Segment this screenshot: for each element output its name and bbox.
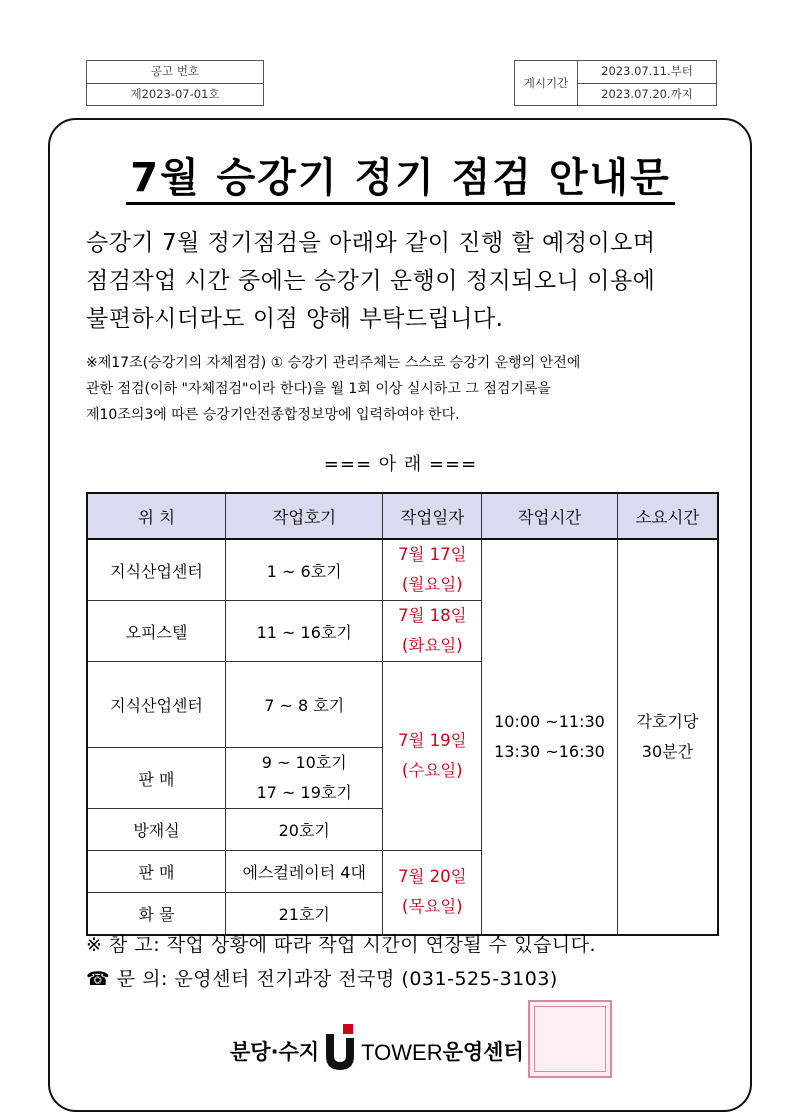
official-seal xyxy=(528,1000,612,1078)
cell-location: 지식산업센터 xyxy=(87,662,226,748)
reference-note: ※ 참 고: 작업 상황에 따라 작업 시간이 연장될 수 있습니다. xyxy=(86,934,597,956)
page-title: 7월 승강기 정기 점검 안내문 xyxy=(0,146,801,203)
notice-number-value: 제2023-07-01호 xyxy=(130,87,220,101)
law-line: ※제17조(승강기의 자체점검) ① 승강기 관리주체는 스스로 승강기 운행의 안전에 xyxy=(86,355,581,371)
cell-location: 화 물 xyxy=(87,893,226,935)
cell-units: 11 ~ 16호기 xyxy=(226,601,383,662)
notice-number-box xyxy=(86,60,264,106)
cell-units: 21호기 xyxy=(226,893,383,935)
cell-location: 오피스텔 xyxy=(87,601,226,662)
cell-units: 에스컬레이터 4대 xyxy=(226,851,383,893)
law-line: 관한 점검(이하 "자체점검"이라 한다)을 월 1회 이상 실시하고 그 점검기록을 xyxy=(86,381,551,397)
cell-location: 방재실 xyxy=(87,809,226,851)
cell-location: 판 매 xyxy=(87,851,226,893)
header-date: 작업일자 xyxy=(383,493,482,539)
cell-date: 7월 19일 (수요일) xyxy=(383,662,482,851)
intro-line: 승강기 7월 정기점검을 아래와 같이 진행 할 예정이오며 xyxy=(86,230,656,256)
u-logo-icon xyxy=(323,1024,357,1070)
contact-info: ☎ 문 의: 운영센터 전기과장 전국명 (031-525-3103) xyxy=(86,968,558,990)
posting-period-from: 2023.07.11.부터 xyxy=(578,61,716,84)
intro-line: 점검작업 시간 중에는 승강기 운행이 정지되오니 이용에 xyxy=(86,268,656,294)
cell-units: 1 ~ 6호기 xyxy=(226,539,383,601)
header-units: 작업호기 xyxy=(226,493,383,539)
posting-period-box xyxy=(514,60,717,106)
cell-date: 7월 17일 (월요일) xyxy=(383,539,482,601)
cell-units: 9 ~ 10호기 17 ~ 19호기 xyxy=(226,748,383,809)
header-duration: 소요시간 xyxy=(617,493,718,539)
cell-location: 판 매 xyxy=(87,748,226,809)
header-location: 위 치 xyxy=(87,493,226,539)
law-excerpt xyxy=(86,350,726,428)
footer-logo xyxy=(230,1020,524,1070)
cell-location: 지식산업센터 xyxy=(87,539,226,601)
intro-line: 불편하시더라도 이점 양해 부탁드립니다. xyxy=(86,306,504,332)
below-heading: === 아 래 === xyxy=(323,454,478,475)
cell-units: 20호기 xyxy=(226,809,383,851)
posting-period-to: 2023.07.20.까지 xyxy=(601,87,693,101)
cell-date: 7월 20일 (목요일) xyxy=(383,851,482,935)
cell-work-time: 10:00 ~11:30 13:30 ~16:30 xyxy=(482,539,618,935)
cell-duration: 각호기당 30분간 xyxy=(617,539,718,935)
header-time: 작업시간 xyxy=(482,493,618,539)
cell-units: 7 ~ 8 호기 xyxy=(226,662,383,748)
notice-number-label: 공고 번호 xyxy=(87,61,263,84)
footer-brand: TOWER xyxy=(361,1040,443,1065)
posting-period-label: 게시기간 xyxy=(515,61,578,105)
cell-date: 7월 18일 (화요일) xyxy=(383,601,482,662)
footer-suffix: 운영센터 xyxy=(442,1040,524,1064)
footer-prefix: 분당·수지 xyxy=(230,1040,320,1064)
intro-paragraph xyxy=(86,224,726,338)
law-line: 제10조의3에 따른 승강기안전종합정보망에 입력하여야 한다. xyxy=(86,407,460,423)
schedule-table xyxy=(86,492,719,936)
